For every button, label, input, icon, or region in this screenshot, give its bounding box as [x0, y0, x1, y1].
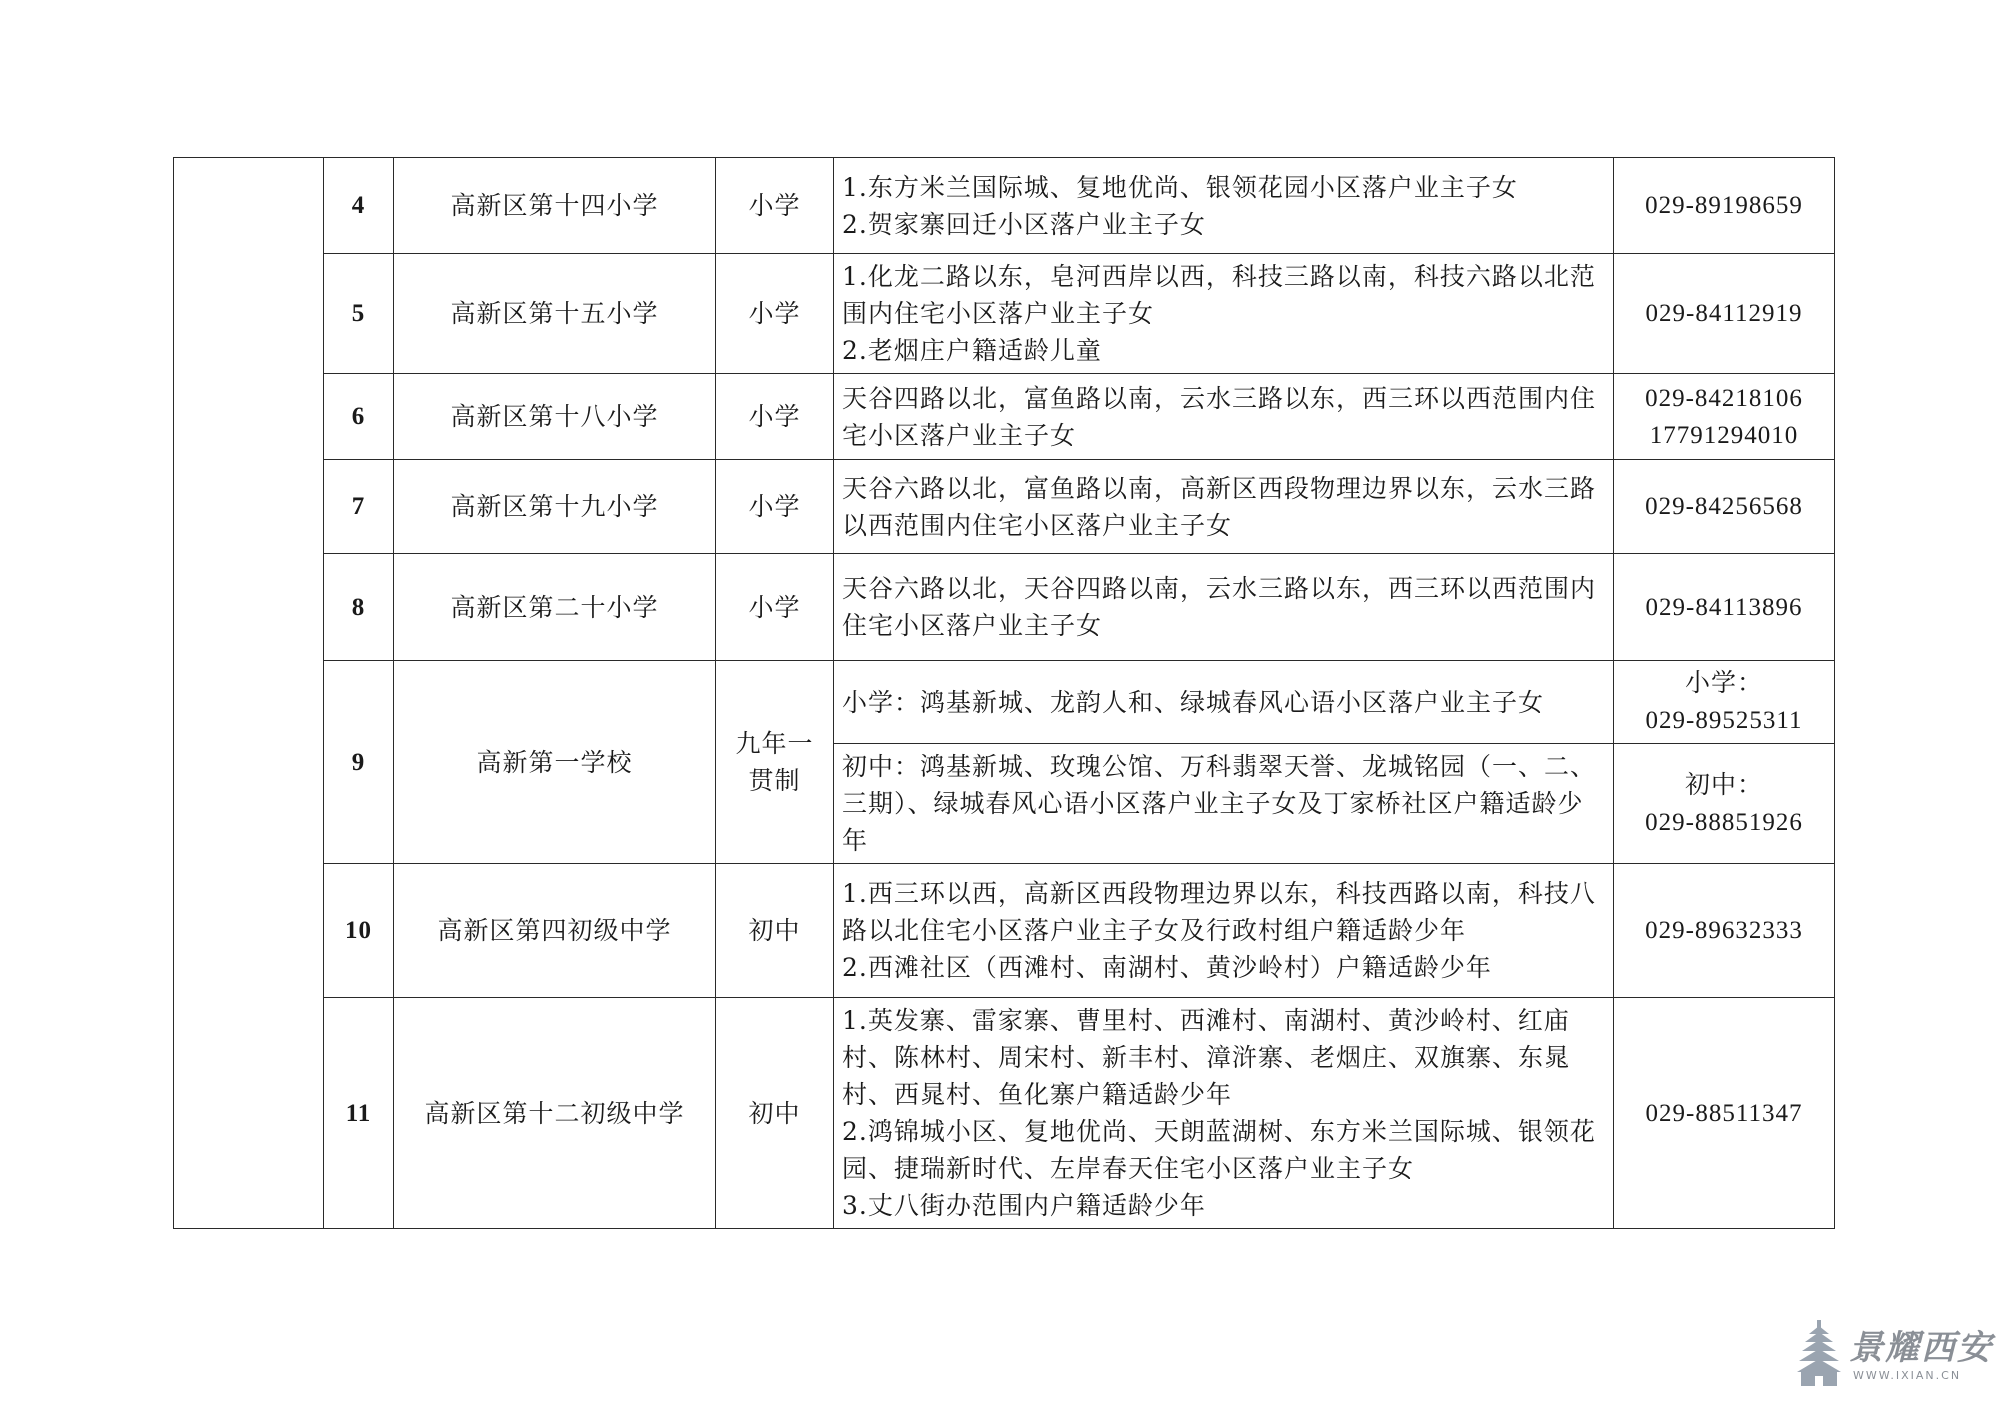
area-line: 1.西三环以西，高新区西段物理边界以东，科技西路以南，科技八路以北住宅小区落户业主子女及行政村组户籍适龄少年: [842, 879, 1596, 945]
enrollment-area: [834, 998, 1614, 1229]
phone-line: 029-84113896: [1645, 593, 1803, 621]
area-line: 2.贺家寨回迁小区落户业主子女: [842, 209, 1206, 239]
brand-name: 景耀西安: [1849, 1328, 1993, 1368]
district-merged-cell: [174, 158, 324, 1229]
brand-url: WWW.IXIAN.CN: [1853, 1369, 1962, 1382]
brand-watermark: [1795, 1318, 1993, 1390]
area-line: 1.英发寨、雷家寨、曹里村、西滩村、南湖村、黄沙岭村、红庙村、陈林村、周宋村、新丰村、漳浒寨、老烟庄、双旗寨、东晁村、西晁村、鱼化寨户籍适龄少年: [842, 1006, 1571, 1109]
school-type: 小学: [716, 460, 834, 554]
area-line: 2.老烟庄户籍适龄儿童: [842, 336, 1102, 365]
enrollment-area: [834, 554, 1614, 661]
area-line: 天谷六路以北，富鱼路以南，高新区西段物理边界以东，云水三路以西范围内住宅小区落户业主子女: [842, 473, 1597, 540]
row-number: 11: [324, 998, 394, 1229]
area-line: 1.东方米兰国际城、复地优尚、银领花园小区落户业主子女: [842, 172, 1518, 202]
school-name: 高新第一学校: [394, 661, 716, 864]
school-type: 小学: [716, 158, 834, 254]
enrollment-area: [834, 374, 1614, 460]
phone-line: 029-84112919: [1645, 300, 1803, 327]
phone-line: 029-84256568: [1645, 493, 1803, 520]
phone-line: 029-88851926: [1645, 808, 1803, 836]
school-type: 初中: [716, 998, 834, 1229]
pagoda-logo-icon: [1795, 1318, 1843, 1388]
contact-phone: [1614, 998, 1835, 1229]
school-type: [716, 661, 834, 864]
phone-line: 029-89198659: [1645, 192, 1803, 219]
table-row: [174, 374, 1835, 460]
row-number: 6: [324, 374, 394, 460]
contact-phone: [1614, 254, 1835, 374]
contact-phone: [1614, 460, 1835, 554]
school-name: 高新区第二十小学: [394, 554, 716, 661]
enrollment-area: [834, 460, 1614, 554]
area-line: 3.丈八街办范围内户籍适龄少年: [842, 1191, 1206, 1220]
contact-phone: [1614, 864, 1835, 998]
area-line: 2.鸿锦城小区、复地优尚、天朗蓝湖树、东方米兰国际城、银领花园、捷瑞新时代、左岸春天住宅小区落户业主子女: [842, 1117, 1596, 1183]
school-type: 小学: [716, 554, 834, 661]
enrollment-area-middle: 初中：鸿基新城、玫瑰公馆、万科翡翠天誉、龙城铭园（一、二、三期）、绿城春风心语小区落户业主子女及丁家桥社区户籍适龄少年: [834, 744, 1614, 864]
phone-line: 029-89525311: [1645, 707, 1803, 734]
contact-phone: [1614, 158, 1835, 254]
table-row: [174, 158, 1835, 254]
school-name: 高新区第十二初级中学: [394, 998, 716, 1229]
table-row: [174, 254, 1835, 374]
row-number: 8: [324, 554, 394, 661]
phone-label: 初中：: [1684, 771, 1763, 799]
row-number: 7: [324, 460, 394, 554]
row-number: 4: [324, 158, 394, 254]
school-name: 高新区第十四小学: [394, 158, 716, 254]
school-type-text: 九年一贯制: [735, 729, 814, 795]
area-line: 1.化龙二路以东，皂河西岸以西，科技三路以南，科技六路以北范围内住宅小区落户业主子女: [842, 262, 1596, 328]
school-district-table: [173, 157, 1835, 1229]
enrollment-area: [834, 158, 1614, 254]
school-name: 高新区第十五小学: [394, 254, 716, 374]
table-row: [174, 661, 1835, 744]
row-number: 9: [324, 661, 394, 864]
enrollment-area-primary: 小学：鸿基新城、龙韵人和、绿城春风心语小区落户业主子女: [834, 661, 1614, 744]
phone-label: 小学：: [1684, 670, 1763, 697]
school-name: 高新区第十九小学: [394, 460, 716, 554]
area-line: 天谷六路以北，天谷四路以南，云水三路以东，西三环以西范围内住宅小区落户业主子女: [842, 574, 1597, 640]
phone-line: 029-88511347: [1645, 1099, 1803, 1127]
school-type: 小学: [716, 254, 834, 374]
area-line: 天谷四路以北，富鱼路以南，云水三路以东，西三环以西范围内住宅小区落户业主子女: [842, 383, 1597, 450]
phone-line: 029-84218106: [1645, 384, 1803, 412]
table-row: [174, 460, 1835, 554]
school-type: 初中: [716, 864, 834, 998]
contact-phone: [1614, 374, 1835, 460]
phone-line: 17791294010: [1649, 421, 1799, 449]
contact-phone-primary: [1614, 661, 1835, 744]
contact-phone: [1614, 554, 1835, 661]
enrollment-area: [834, 254, 1614, 374]
enrollment-area: [834, 864, 1614, 998]
school-name: 高新区第十八小学: [394, 374, 716, 460]
area-line: 2.西滩社区（西滩村、南湖村、黄沙岭村）户籍适龄少年: [842, 953, 1492, 982]
table-row: [174, 864, 1835, 998]
table-row: [174, 998, 1835, 1229]
table-row: [174, 554, 1835, 661]
contact-phone-middle: [1614, 744, 1835, 864]
row-number: 5: [324, 254, 394, 374]
phone-line: 029-89632333: [1645, 917, 1803, 944]
school-type: 小学: [716, 374, 834, 460]
row-number: 10: [324, 864, 394, 998]
school-name: 高新区第四初级中学: [394, 864, 716, 998]
